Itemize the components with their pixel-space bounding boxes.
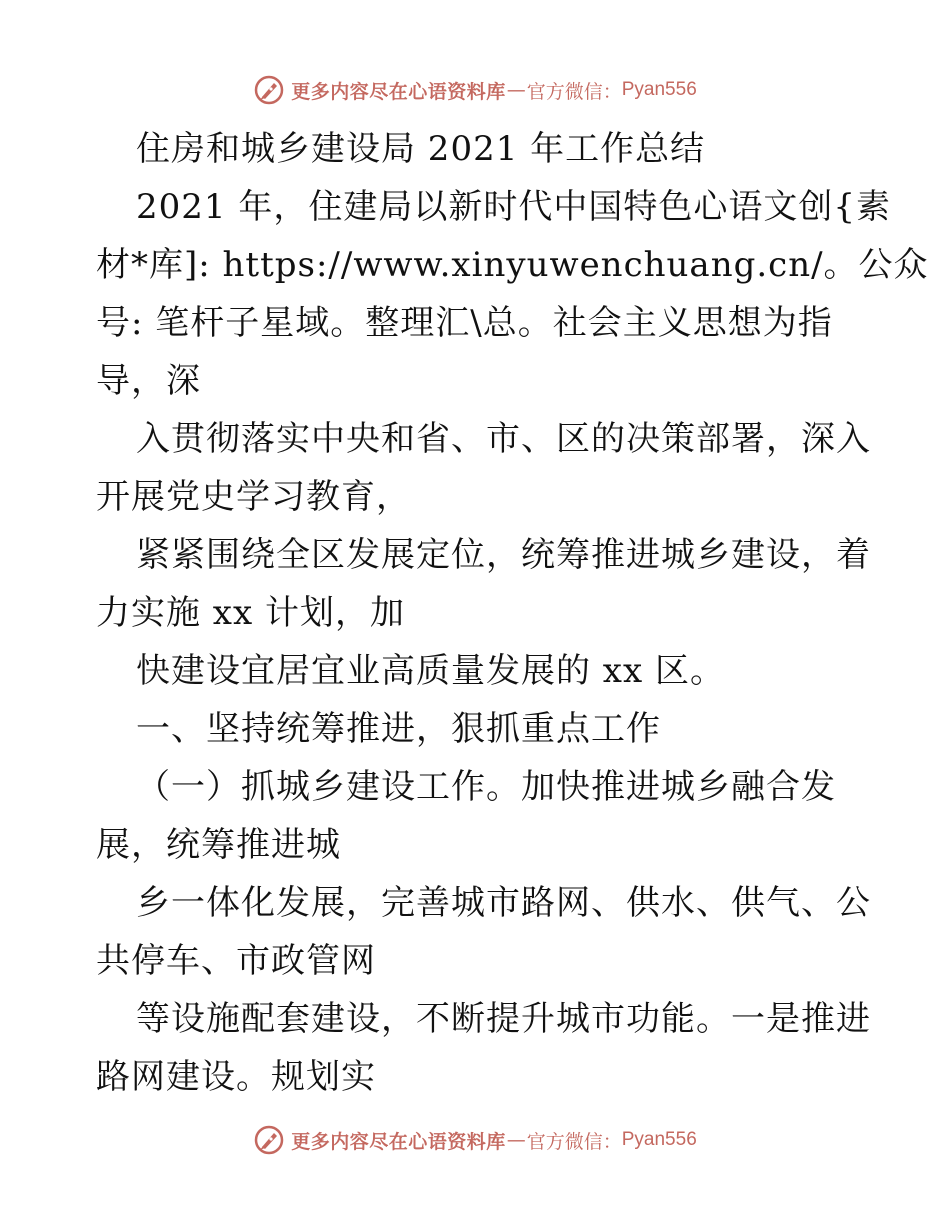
paragraph-line: 2021 年，住建局以新时代中国特色心语文创{素 (136, 187, 891, 227)
banner-dash: — (506, 79, 526, 101)
document-title: 住房和城乡建设局 2021 年工作总结 (136, 129, 706, 169)
banner-wechat-id: Pyan556 (621, 1129, 697, 1150)
banner-main-text: 更多内容尽在心语资料库 (291, 1130, 506, 1153)
paragraph-line: 等设施配套建设，不断提升城市功能。一是推进 (136, 999, 871, 1039)
banner-dash: — (506, 1129, 526, 1151)
paragraph-line: 材*库]: https://www.xinyuwenchuang.cn/。公众 (96, 245, 929, 285)
header-watermark-banner (0, 70, 950, 110)
section-heading: 一、坚持统筹推进，狠抓重点工作 (136, 709, 661, 749)
pen-nib-logo-icon (253, 74, 285, 106)
paragraph-line: 展，统筹推进城 (96, 825, 341, 865)
banner-wechat-label: 官方微信： (526, 1130, 622, 1153)
banner-main-text: 更多内容尽在心语资料库 (291, 80, 506, 103)
paragraph-line: 力实施 xx 计划，加 (96, 593, 405, 633)
paragraph-line: 路网建设。规划实 (96, 1057, 376, 1097)
banner-content (253, 74, 697, 106)
paragraph-line: 共停车、市政管网 (96, 941, 376, 981)
subsection-heading: （一）抓城乡建设工作。加快推进城乡融合发 (136, 767, 836, 807)
paragraph-line: 紧紧围绕全区发展定位，统筹推进城乡建设，着 (136, 535, 871, 575)
banner-wechat-label: 官方微信： (526, 80, 622, 103)
banner-wechat-id: Pyan556 (621, 79, 697, 100)
banner-content (253, 1124, 697, 1156)
paragraph-line: 入贯彻落实中央和省、市、区的决策部署，深入 (136, 419, 871, 459)
paragraph-line: 乡一体化发展，完善城市路网、供水、供气、公 (136, 883, 871, 923)
document-body (96, 120, 929, 1106)
paragraph-line: 导，深 (96, 361, 201, 401)
paragraph-line: 开展党史学习教育， (96, 477, 411, 517)
footer-watermark-banner (0, 1120, 950, 1160)
paragraph-line: 快建设宜居宜业高质量发展的 xx 区。 (136, 651, 725, 691)
paragraph-line: 号: 笔杆子星域。整理汇\总。社会主义思想为指 (96, 303, 833, 343)
pen-nib-logo-icon (253, 1124, 285, 1156)
